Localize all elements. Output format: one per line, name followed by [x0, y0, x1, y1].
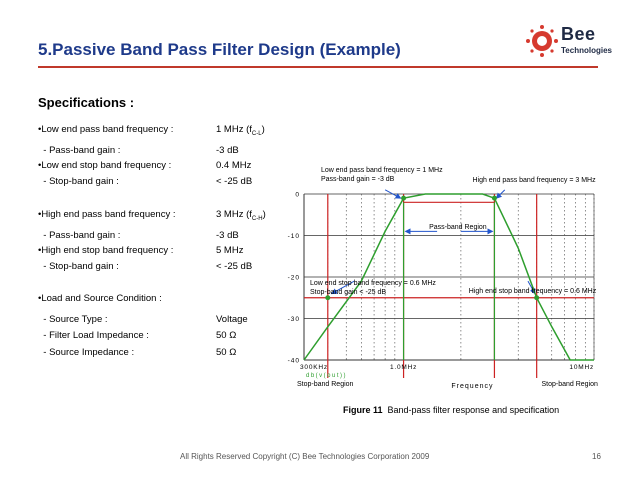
spec-value-tail: ): [261, 124, 265, 135]
footer-copyright: All Rights Reserved Copyright (C) Bee Technologies Corporation 2009: [180, 452, 430, 461]
annotation-stop-right: Stop-band Region: [541, 381, 598, 388]
spec-value-main: 5 MHz: [216, 245, 244, 256]
spec-value: [216, 245, 243, 256]
spec-label: - Filter Load Impedance :: [38, 330, 149, 341]
annotation-low-pass-line2: Pass-band gain = -3 dB: [321, 176, 395, 183]
spec-value-main: 1 MHz (f: [216, 124, 252, 135]
spec-value-main: Voltage: [216, 314, 248, 325]
chart-grid: [304, 194, 597, 360]
bee-logo-icon: [525, 24, 559, 58]
annotation-low-stop-line1: Low end stop band frequency = 0.6 MHz: [310, 280, 436, 288]
spec-value: [216, 330, 236, 341]
spec-label: - Stop-band gain :: [38, 176, 119, 187]
spec-label: •Low end pass band frequency :: [38, 124, 174, 135]
spec-value: [216, 347, 236, 358]
spec-value-main: 0.4 MHz: [216, 160, 252, 171]
spec-label: - Source Impedance :: [38, 347, 135, 358]
spec-label: - Pass-band gain :: [38, 230, 121, 241]
title-divider: [38, 66, 598, 68]
logo-subtext: Technologies: [561, 46, 612, 55]
y-tick-label: 0: [295, 191, 300, 199]
x-axis-label: Frequency: [451, 383, 494, 390]
spec-label: •High end stop band frequency :: [38, 245, 174, 256]
annotation-low-pass: [321, 166, 443, 184]
spec-value-main: 50 Ω: [216, 347, 237, 358]
spec-value: [216, 314, 248, 325]
spec-value: [216, 261, 252, 272]
spec-label: •High end pass band frequency :: [38, 209, 176, 220]
y-tick-label: -20: [287, 274, 300, 282]
spec-label: - Stop-band gain :: [38, 261, 119, 272]
spec-value-tail: ): [262, 209, 266, 220]
spec-label: •Load and Source Condition :: [38, 293, 162, 304]
x-axis-ticks: [300, 364, 594, 371]
y-tick-label: -10: [287, 233, 300, 240]
figure-caption: [343, 405, 559, 415]
spec-label: - Pass-band gain :: [38, 145, 121, 156]
specifications-heading: Specifications :: [38, 95, 135, 110]
logo-wordmark: Bee: [561, 24, 596, 44]
page-title: 5.Passive Band Pass Filter Design (Example): [38, 40, 401, 59]
y-tick-label: -40: [287, 357, 300, 365]
spec-value-main: -3 dB: [216, 145, 239, 156]
spec-value-subscript: C-H: [251, 215, 263, 222]
trace-label: db(v(out)): [306, 373, 348, 379]
spec-value: [216, 145, 239, 156]
spec-value-subscript: C-L: [251, 130, 262, 137]
annotation-high-pass: High end pass band frequency = 3 MHz: [472, 177, 596, 184]
spec-value-main: 3 MHz (f: [216, 209, 252, 220]
annotation-pass-region: Pass-band Region: [429, 224, 487, 232]
spec-value-main: < -25 dB: [216, 176, 253, 187]
spec-value-main: < -25 dB: [216, 261, 253, 272]
annotation-low-stop-line2: Stop-band gain < -25 dB: [310, 289, 387, 297]
spec-value-main: 50 Ω: [216, 330, 237, 341]
figure-caption-label: Figure 11: [343, 405, 383, 415]
annotation-low-stop: [310, 279, 436, 297]
spec-label: •Low end stop band frequency :: [38, 160, 172, 171]
y-tick-label: -30: [287, 316, 300, 323]
spec-value: [216, 124, 265, 137]
spec-value: [216, 160, 251, 171]
figure-caption-text: Band-pass filter response and specification: [387, 405, 560, 415]
spec-value: [216, 176, 252, 187]
company-logo: [525, 22, 625, 62]
y-axis-ticks: [288, 192, 300, 365]
x-tick-label: 300KHz: [300, 364, 328, 371]
page-number: 16: [592, 452, 601, 461]
annotation-low-pass-line1: Low end pass band frequency = 1 MHz: [321, 167, 443, 174]
x-tick-label: 1.0MHz: [389, 364, 418, 371]
annotation-stop-left: Stop-band Region: [297, 381, 354, 388]
spec-value: [216, 230, 239, 241]
annotation-high-stop: High end stop band frequency = 0.6 MHz: [468, 288, 597, 296]
x-tick-label: 10MHz: [569, 364, 594, 371]
spec-value-main: -3 dB: [216, 230, 239, 241]
spec-value: [216, 209, 266, 222]
spec-label: - Source Type :: [38, 314, 108, 325]
